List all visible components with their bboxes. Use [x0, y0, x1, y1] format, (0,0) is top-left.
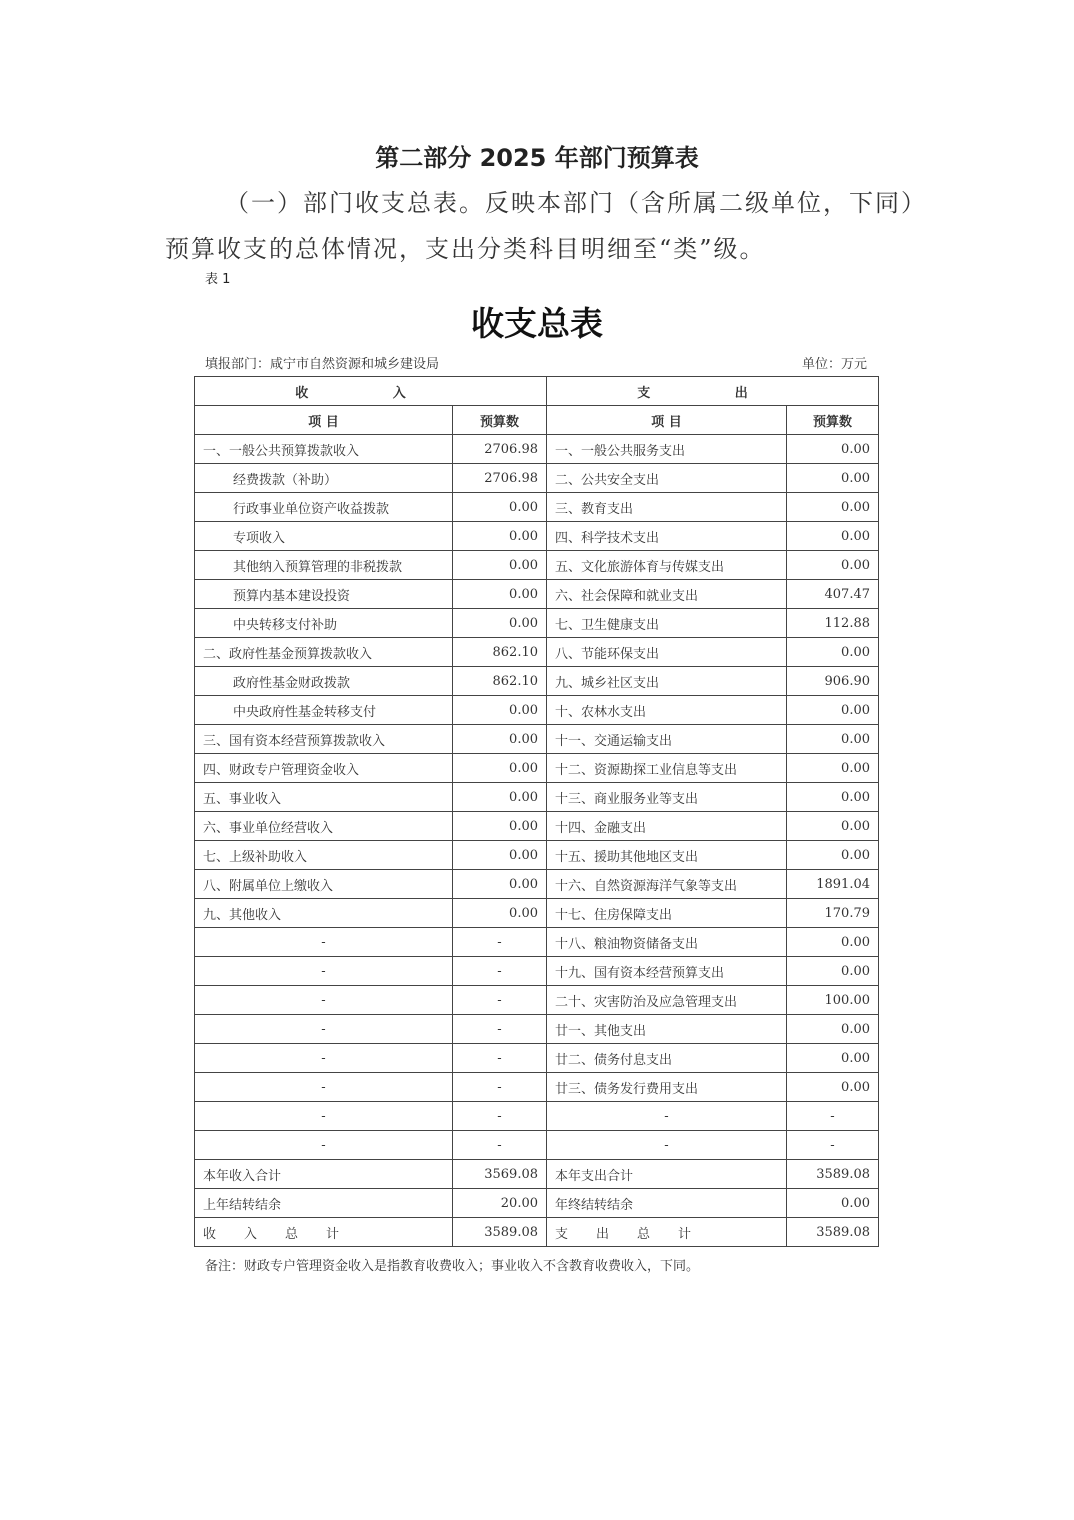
income-amount-cell: 862.10: [453, 667, 547, 696]
table-row: [195, 841, 879, 870]
income-amount-cell: 3569.08: [453, 1160, 547, 1189]
expense-amount-cell: 0.00: [787, 1189, 879, 1218]
expense-item-cell: 九、城乡社区支出: [547, 667, 787, 696]
expense-amount-cell: 0.00: [787, 435, 879, 464]
table-label: 表 1: [205, 272, 231, 287]
expense-amount-cell: 407.47: [787, 580, 879, 609]
income-amount-cell: 0.00: [453, 754, 547, 783]
table-row: [195, 1218, 879, 1247]
table-row: [195, 812, 879, 841]
income-item-cell: 预算内基本建设投资: [195, 580, 453, 609]
income-item-cell: -: [195, 986, 453, 1015]
table-row: [195, 783, 879, 812]
expense-item-cell: 十六、自然资源海洋气象等支出: [547, 870, 787, 899]
income-item-cell: -: [195, 1102, 453, 1131]
income-item-cell: 三、国有资本经营预算拨款收入: [195, 725, 453, 754]
income-amount-cell: 2706.98: [453, 435, 547, 464]
table-row: [195, 1160, 879, 1189]
table-row: [195, 551, 879, 580]
expense-amount-cell: 0.00: [787, 1044, 879, 1073]
income-amount-cell: 0.00: [453, 870, 547, 899]
income-item-cell: 四、财政专户管理资金收入: [195, 754, 453, 783]
income-item-cell: 上年结转结余: [195, 1189, 453, 1218]
expense-amount-cell: 1891.04: [787, 870, 879, 899]
income-item-cell: 政府性基金财政拨款: [195, 667, 453, 696]
income-amount-cell: -: [453, 957, 547, 986]
income-amount-cell: 0.00: [453, 493, 547, 522]
expense-item-cell: 廿三、债务发行费用支出: [547, 1073, 787, 1102]
expense-amount-cell: 0.00: [787, 812, 879, 841]
expense-amount-cell: 0.00: [787, 957, 879, 986]
table-row: [195, 493, 879, 522]
table-row: [195, 667, 879, 696]
expense-item-cell: 廿一、其他支出: [547, 1015, 787, 1044]
expense-item-cell: 十三、商业服务业等支出: [547, 783, 787, 812]
table-row: [195, 986, 879, 1015]
income-item-cell: 其他纳入预算管理的非税拨款: [195, 551, 453, 580]
income-item-cell: 收入总计: [195, 1218, 453, 1247]
expense-item-cell: 十八、粮油物资储备支出: [547, 928, 787, 957]
expense-amount-cell: 0.00: [787, 638, 879, 667]
income-amount-cell: -: [453, 1131, 547, 1160]
income-amount-cell: -: [453, 1015, 547, 1044]
expense-amount-cell: 0.00: [787, 551, 879, 580]
expense-amount-cell: 0.00: [787, 754, 879, 783]
table-row: [195, 522, 879, 551]
income-amount-cell: -: [453, 928, 547, 957]
expense-item-cell: 七、卫生健康支出: [547, 609, 787, 638]
income-amount-cell: 0.00: [453, 899, 547, 928]
table-row: [195, 957, 879, 986]
table-row: [195, 638, 879, 667]
expense-amount-cell: 0.00: [787, 522, 879, 551]
expense-amount-cell: 0.00: [787, 928, 879, 957]
income-item-cell: -: [195, 928, 453, 957]
table-row: [195, 1044, 879, 1073]
income-amount-cell: 2706.98: [453, 464, 547, 493]
table-row: [195, 870, 879, 899]
income-amount-cell: 0.00: [453, 696, 547, 725]
income-amount-cell: 3589.08: [453, 1218, 547, 1247]
unit-label: 单位：万元: [801, 357, 867, 372]
expense-item-cell: 十二、资源勘探工业信息等支出: [547, 754, 787, 783]
reporting-department: 填报部门：咸宁市自然资源和城乡建设局: [205, 357, 440, 372]
expense-item-cell: 十一、交通运输支出: [547, 725, 787, 754]
expense-amount-cell: 0.00: [787, 1015, 879, 1044]
table-row: [195, 1073, 879, 1102]
income-item-cell: 经费拨款（补助）: [195, 464, 453, 493]
expense-amount-cell: 0.00: [787, 1073, 879, 1102]
expense-amount-cell: 170.79: [787, 899, 879, 928]
expense-item-cell: 一、一般公共服务支出: [547, 435, 787, 464]
expense-item-cell: 十七、住房保障支出: [547, 899, 787, 928]
table-row: [195, 928, 879, 957]
table-row: [195, 609, 879, 638]
expense-item-cell: 廿二、债务付息支出: [547, 1044, 787, 1073]
table-row: [195, 696, 879, 725]
expense-amount-cell: 100.00: [787, 986, 879, 1015]
table-row: [195, 1015, 879, 1044]
expense-item-cell: 四、科学技术支出: [547, 522, 787, 551]
table-row: [195, 754, 879, 783]
income-amount-cell: -: [453, 986, 547, 1015]
income-item-cell: 一、一般公共预算拨款收入: [195, 435, 453, 464]
table-row: [195, 899, 879, 928]
income-item-cell: 七、上级补助收入: [195, 841, 453, 870]
income-item-cell: 行政事业单位资产收益拨款: [195, 493, 453, 522]
income-amount-cell: 0.00: [453, 522, 547, 551]
income-amount-cell: 0.00: [453, 841, 547, 870]
table-row: [195, 580, 879, 609]
expense-amount-cell: 112.88: [787, 609, 879, 638]
table-title: 收支总表: [471, 304, 603, 343]
expense-amount-cell: 0.00: [787, 464, 879, 493]
income-item-cell: -: [195, 1015, 453, 1044]
budget-summary-table: [194, 376, 879, 1247]
income-item-header: 项 目: [195, 406, 453, 435]
expense-item-cell: 二十、灾害防治及应急管理支出: [547, 986, 787, 1015]
expense-item-cell: 五、文化旅游体育与传媒支出: [547, 551, 787, 580]
expense-item-cell: 支出总计: [547, 1218, 787, 1247]
table-body: [195, 435, 879, 1247]
income-amount-header: 预算数: [453, 406, 547, 435]
income-item-cell: 本年收入合计: [195, 1160, 453, 1189]
income-amount-cell: 0.00: [453, 812, 547, 841]
expense-item-cell: -: [547, 1102, 787, 1131]
expense-item-cell: 六、社会保障和就业支出: [547, 580, 787, 609]
table-row: [195, 725, 879, 754]
table-row: [195, 1189, 879, 1218]
expense-item-cell: 三、教育支出: [547, 493, 787, 522]
income-item-cell: -: [195, 957, 453, 986]
income-amount-cell: 0.00: [453, 609, 547, 638]
expense-amount-cell: 0.00: [787, 696, 879, 725]
expense-item-cell: 十、农林水支出: [547, 696, 787, 725]
intro-paragraph: （一）部门收支总表。反映本部门（含所属二级单位，下同）预算收支的总体情况，支出分类科目明细至“类”级。: [165, 189, 927, 263]
expense-item-cell: -: [547, 1131, 787, 1160]
income-amount-cell: -: [453, 1044, 547, 1073]
income-header: 收 入: [195, 377, 547, 406]
income-item-cell: 六、事业单位经营收入: [195, 812, 453, 841]
income-item-cell: -: [195, 1131, 453, 1160]
expense-amount-cell: 0.00: [787, 725, 879, 754]
expense-item-cell: 十四、金融支出: [547, 812, 787, 841]
income-item-cell: -: [195, 1073, 453, 1102]
income-amount-cell: 0.00: [453, 580, 547, 609]
expense-amount-cell: -: [787, 1131, 879, 1160]
income-item-cell: 中央政府性基金转移支付: [195, 696, 453, 725]
footnote: 备注：财政专户管理资金收入是指教育收费收入；事业收入不含教育收费收入，下同。: [205, 1259, 700, 1274]
income-amount-cell: 0.00: [453, 551, 547, 580]
income-item-cell: 九、其他收入: [195, 899, 453, 928]
income-amount-cell: 862.10: [453, 638, 547, 667]
income-item-cell: 五、事业收入: [195, 783, 453, 812]
table-row: [195, 435, 879, 464]
income-item-cell: 八、附属单位上缴收入: [195, 870, 453, 899]
expense-item-cell: 年终结转结余: [547, 1189, 787, 1218]
expense-amount-cell: 906.90: [787, 667, 879, 696]
expense-item-header: 项 目: [547, 406, 787, 435]
expense-amount-cell: 0.00: [787, 783, 879, 812]
income-amount-cell: 0.00: [453, 783, 547, 812]
income-amount-cell: 20.00: [453, 1189, 547, 1218]
income-item-cell: 二、政府性基金预算拨款收入: [195, 638, 453, 667]
expense-item-cell: 十九、国有资本经营预算支出: [547, 957, 787, 986]
expense-amount-header: 预算数: [787, 406, 879, 435]
income-item-cell: -: [195, 1044, 453, 1073]
expense-amount-cell: 3589.08: [787, 1218, 879, 1247]
expense-item-cell: 二、公共安全支出: [547, 464, 787, 493]
expense-item-cell: 本年支出合计: [547, 1160, 787, 1189]
expense-amount-cell: 3589.08: [787, 1160, 879, 1189]
expense-item-cell: 八、节能环保支出: [547, 638, 787, 667]
income-item-cell: 中央转移支付补助: [195, 609, 453, 638]
income-amount-cell: 0.00: [453, 725, 547, 754]
income-item-cell: 专项收入: [195, 522, 453, 551]
table-row: [195, 1131, 879, 1160]
table-row: [195, 464, 879, 493]
table-row: [195, 1102, 879, 1131]
income-amount-cell: -: [453, 1073, 547, 1102]
expense-amount-cell: 0.00: [787, 493, 879, 522]
section-title: 第二部分 2025 年部门预算表: [375, 144, 699, 172]
expense-amount-cell: 0.00: [787, 841, 879, 870]
expense-item-cell: 十五、援助其他地区支出: [547, 841, 787, 870]
expense-amount-cell: -: [787, 1102, 879, 1131]
expense-header: 支 出: [547, 377, 879, 406]
income-amount-cell: -: [453, 1102, 547, 1131]
